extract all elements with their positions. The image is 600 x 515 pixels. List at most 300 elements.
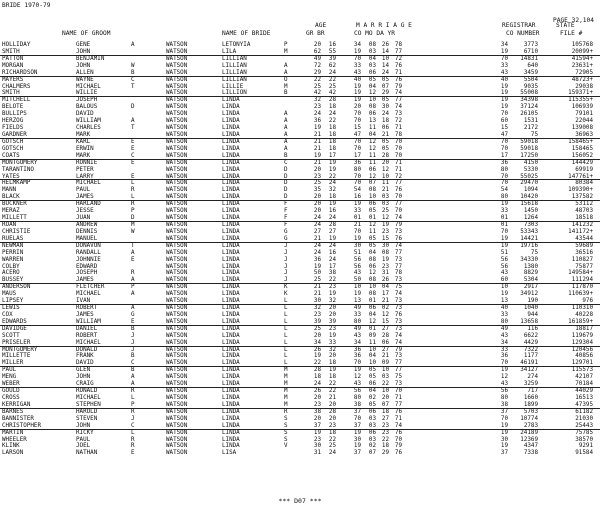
groom-surname-cell: ANDERSON — [2, 284, 31, 291]
bride-age-cell: 39 — [328, 55, 336, 62]
bride-age-cell: 22 — [328, 76, 336, 83]
marriage-day-cell: 18 — [381, 118, 389, 125]
state-file-number-cell: 161859+ — [568, 318, 593, 325]
groom-initial-cell: A — [131, 42, 135, 48]
marriage-month-cell: 03 — [368, 422, 376, 429]
marriage-year-cell: 73 — [394, 298, 402, 305]
state-file-number-cell: 149584+ — [568, 270, 593, 277]
bride-given-cell: LINDA — [222, 152, 240, 159]
bride-age-cell: 19 — [328, 291, 336, 298]
bride-initial-cell: D — [284, 180, 288, 187]
groom-surname-cell: CROSS — [2, 395, 20, 402]
marriage-county-cell: 30 — [353, 242, 361, 249]
marriage-county-cell: 37 — [353, 450, 361, 457]
marriage-county-cell: 10 — [353, 284, 361, 291]
state-file-number-cell: 129701 — [571, 360, 593, 367]
registrar-number-cell: 34330 — [520, 256, 538, 263]
bride-initial-cell: M — [284, 83, 288, 90]
state-file-number-cell: 36963 — [575, 131, 593, 138]
groom-given-cell: WILLIAM — [76, 118, 101, 125]
groom-initial-cell: E — [131, 450, 135, 457]
registrar-number-cell: 6622 — [523, 332, 538, 339]
state-file-number-cell: 111294 — [571, 277, 593, 284]
registrar-number-cell: 5304 — [523, 277, 538, 284]
bride-initial-cell: M — [284, 367, 288, 374]
bride-initial-cell: K — [284, 291, 288, 298]
marriage-month-cell: 08 — [368, 291, 376, 298]
state-file-number-cell: 147761+ — [568, 173, 593, 180]
marriage-year-cell: 76 — [394, 187, 402, 194]
bride-initial-cell: V — [284, 443, 288, 450]
groom-age-cell: 23 — [313, 401, 321, 408]
bride-surname-cell: WATSON — [166, 249, 188, 256]
bride-given-cell: LINDA — [222, 436, 240, 443]
marriage-month-cell: 12 — [368, 90, 376, 97]
marriage-county-cell: 19 — [353, 429, 361, 436]
bride-age-cell: 20 — [328, 311, 336, 318]
bride-initial-cell: O — [284, 76, 288, 83]
state-file-number-cell: 139008 — [571, 125, 593, 132]
bride-surname-cell: WATSON — [166, 388, 188, 395]
registrar-number-cell: 14831 — [520, 55, 538, 62]
bride-age-cell: 23 — [328, 284, 336, 291]
bride-initial-cell: J — [284, 242, 288, 249]
bride-given-cell: LINDA — [222, 111, 240, 118]
groom-surname-cell: COATS — [2, 152, 20, 159]
bride-surname-cell: WATSON — [166, 138, 188, 145]
bride-age-cell: 33 — [328, 339, 336, 346]
marriage-day-cell: 10 — [381, 367, 389, 374]
groom-age-cell: 21 — [313, 235, 321, 242]
state-file-number-cell: 22044 — [575, 118, 593, 125]
bride-surname-cell: WATSON — [166, 118, 188, 125]
bride-age-cell: 20 — [328, 401, 336, 408]
bride-initial-cell: J — [284, 256, 288, 263]
bride-given-cell: LILLIE — [222, 83, 244, 90]
groom-age-cell: 24 — [313, 111, 321, 118]
bride-given-cell: LINDA — [222, 395, 240, 402]
groom-age-cell: 20 — [313, 395, 321, 402]
groom-initial-cell: J — [131, 415, 135, 422]
bride-age-cell: 55 — [328, 48, 336, 55]
marriage-county-cell: 70 — [353, 118, 361, 125]
registrar-county-cell: 15 — [500, 125, 508, 132]
marriage-year-cell: 76 — [394, 76, 402, 83]
groom-age-cell: 25 — [313, 277, 321, 284]
state-file-number-cell: 117870 — [571, 284, 593, 291]
bride-initial-cell: A — [284, 131, 288, 138]
bride-given-cell: LINDA — [222, 422, 240, 429]
bride-age-cell: 22 — [328, 118, 336, 125]
groom-given-cell: MARK — [76, 152, 91, 159]
state-file-number-cell: 59689 — [575, 242, 593, 249]
marriage-year-cell: 79 — [394, 83, 402, 90]
marriage-county-cell: 70 — [353, 138, 361, 145]
marriage-day-cell: 23 — [381, 422, 389, 429]
table-row — [0, 250, 600, 257]
marriage-county-cell: 19 — [353, 83, 361, 90]
registrar-county-cell: 38 — [500, 401, 508, 408]
state-file-number-cell: 115355+ — [568, 97, 593, 104]
groom-given-cell: JOSEPH — [76, 97, 98, 104]
bride-surname-cell: WATSON — [166, 69, 188, 76]
groom-initial-cell: E — [131, 138, 135, 145]
marriage-county-cell: 70 — [353, 145, 361, 152]
groom-age-cell: 42 — [313, 90, 321, 97]
bride-given-cell: LILLIAN — [222, 62, 247, 69]
state-file-number-cell: 9291 — [578, 443, 593, 450]
marriage-month-cell: 03 — [368, 48, 376, 55]
groom-given-cell: EDWARD — [76, 263, 98, 270]
marriage-year-cell: 74 — [394, 339, 402, 346]
registrar-county-cell: 40 — [500, 76, 508, 83]
marriage-county-cell: 56 — [353, 256, 361, 263]
groom-initial-cell: W — [131, 62, 135, 69]
marriage-month-cell: 05 — [368, 76, 376, 83]
registrar-county-cell: 19 — [500, 429, 508, 436]
table-row — [0, 167, 600, 174]
table-row — [0, 264, 600, 271]
bride-given-cell: LINDA — [222, 305, 240, 312]
groom-given-cell: WAYNE — [76, 76, 94, 83]
table-row — [0, 284, 600, 291]
state-file-number-cell: 110827 — [571, 256, 593, 263]
bride-surname-cell: WATSON — [166, 443, 188, 450]
registrar-number-cell: 59018 — [520, 138, 538, 145]
registrar-number-cell: 3773 — [523, 42, 538, 48]
bride-given-cell: LINDA — [222, 332, 240, 339]
registrar-county-cell: 70 — [500, 228, 508, 235]
groom-given-cell: DANIEL — [76, 325, 98, 332]
groom-given-cell: JUAN — [76, 215, 91, 222]
table-row — [0, 132, 600, 139]
groom-given-cell: JAMES — [76, 311, 94, 318]
groom-given-cell: DONAVON — [76, 242, 101, 249]
groom-age-cell: 38 — [313, 408, 321, 415]
bride-surname-cell: WATSON — [166, 145, 188, 152]
registrar-county-cell: 12 — [500, 374, 508, 381]
groom-surname-cell: SMITH — [2, 48, 20, 55]
bride-surname-cell: WATSON — [166, 166, 188, 173]
bride-given-cell: LINDA — [222, 125, 240, 132]
bride-age-cell: 22 — [328, 388, 336, 395]
marriage-year-cell: 75 — [394, 284, 402, 291]
groom-initial-cell: L — [131, 395, 135, 402]
bride-given-cell: LILLIAN — [222, 55, 247, 62]
groom-given-cell: STEPHEN — [76, 401, 101, 408]
marriage-month-cell: 02 — [368, 443, 376, 450]
registrar-number-cell: 1899 — [523, 401, 538, 408]
bride-surname-cell: WATSON — [166, 125, 188, 132]
marriage-year-cell: 76 — [394, 450, 402, 457]
bride-age-cell: 24 — [328, 111, 336, 118]
groom-age-cell: 21 — [313, 291, 321, 298]
groom-initial-cell: B — [131, 69, 135, 76]
registrar-county-cell: 51 — [500, 249, 508, 256]
groom-age-cell: 39 — [313, 318, 321, 325]
marriage-day-cell: 10 — [381, 173, 389, 180]
bride-age-cell: 18 — [328, 360, 336, 367]
groom-given-cell: BALOUS — [76, 104, 98, 111]
registrar-number-cell: 4347 — [523, 443, 538, 450]
groom-initial-cell: D — [131, 215, 135, 222]
bride-surname-cell: WATSON — [166, 194, 188, 201]
bride-surname-cell: WATSON — [166, 291, 188, 298]
marriage-month-cell: 04 — [368, 83, 376, 90]
bride-age-cell: 32 — [328, 298, 336, 305]
groom-age-cell: 20 — [313, 415, 321, 422]
marriage-county-cell: 54 — [353, 187, 361, 194]
registrar-county-cell: 80 — [500, 395, 508, 402]
groom-given-cell: JAMES — [76, 194, 94, 201]
registrar-number-cell: 5504 — [523, 76, 538, 83]
marriage-year-cell: 71 — [394, 395, 402, 402]
groom-given-cell: FLETCHER — [76, 284, 105, 291]
groom-initial-cell: W — [131, 228, 135, 235]
registrar-number-cell: 46191 — [520, 360, 538, 367]
groom-surname-cell: MORGAN — [2, 62, 24, 69]
groom-initial-cell: R — [131, 443, 135, 450]
state-file-number-cell: 120456 — [571, 346, 593, 353]
bride-age-cell: 20 — [328, 415, 336, 422]
registrar-county-cell: 80 — [500, 318, 508, 325]
bride-age-cell: 22 — [328, 436, 336, 443]
bride-initial-cell: L — [284, 311, 288, 318]
groom-surname-cell: BARNES — [2, 408, 24, 415]
marriage-day-cell: 10 — [381, 388, 389, 395]
groom-age-cell: 36 — [313, 118, 321, 125]
registrar-number-cell: 53343 — [520, 228, 538, 235]
marriage-county-cell: 36 — [353, 159, 361, 166]
groom-surname-cell: ROAN — [2, 221, 17, 228]
bride-initial-cell: L — [284, 346, 288, 353]
groom-age-cell: 23 — [313, 173, 321, 180]
bride-given-cell: LINDA — [222, 298, 240, 305]
state-file-number-cell: 40228 — [575, 311, 593, 318]
bride-surname-cell: WATSON — [166, 215, 188, 222]
groom-surname-cell: ACERO — [2, 270, 20, 277]
bride-given-cell: LINDA — [222, 159, 240, 166]
marriage-year-cell: 71 — [394, 159, 402, 166]
bride-surname-cell: WATSON — [166, 111, 188, 118]
bride-age-cell: 19 — [328, 201, 336, 208]
bride-initial-cell: R — [284, 408, 288, 415]
registrar-county-cell: 80 — [500, 194, 508, 201]
bride-initial-cell: A — [284, 125, 288, 132]
groom-initial-cell: J — [131, 339, 135, 346]
registrar-number-cell: 4150 — [523, 159, 538, 166]
bride-surname-cell: WATSON — [166, 263, 188, 270]
groom-given-cell: STEVEN — [76, 415, 98, 422]
state-file-number-cell: 156052 — [571, 152, 593, 159]
groom-given-cell: HAROLD — [76, 408, 98, 415]
registrar-county-cell: 36 — [500, 353, 508, 360]
marriage-day-cell: 17 — [381, 291, 389, 298]
marriage-day-cell: 22 — [381, 381, 389, 388]
groom-initial-cell: R — [131, 436, 135, 443]
marriage-month-cell: 05 — [368, 401, 376, 408]
marriage-month-cell: 06 — [368, 166, 376, 173]
bride-surname-cell: WATSON — [166, 450, 188, 457]
marriage-day-cell: 28 — [381, 152, 389, 159]
groom-age-cell: 20 — [313, 201, 321, 208]
bride-surname-cell: WATSON — [166, 221, 188, 228]
registrar-number-cell: 1264 — [523, 215, 538, 222]
bride-initial-cell: B — [284, 90, 288, 97]
marriage-day-cell: 26 — [381, 42, 389, 48]
bride-surname-cell: WATSON — [166, 270, 188, 277]
table-row — [0, 416, 600, 423]
registrar-county-cell: 01 — [500, 215, 508, 222]
groom-given-cell: MICHAEL — [76, 339, 101, 346]
groom-initial-cell: B — [131, 353, 135, 360]
groom-age-cell: 25 — [313, 325, 321, 332]
table-row — [0, 450, 600, 457]
state-file-number-cell: 129304 — [571, 339, 593, 346]
groom-age-cell: 24 — [313, 242, 321, 249]
bride-given-cell: LINDA — [222, 208, 240, 215]
groom-initial-cell: L — [131, 194, 135, 201]
marriage-year-cell: 76 — [394, 62, 402, 69]
marriage-month-cell: 04 — [368, 353, 376, 360]
marriage-month-cell: 04 — [368, 311, 376, 318]
marriage-county-cell: 80 — [353, 395, 361, 402]
bride-initial-cell: M — [284, 395, 288, 402]
bride-age-cell: 28 — [328, 408, 336, 415]
groom-initial-cell: P — [131, 284, 135, 291]
state-file-number-cell: 110639+ — [568, 291, 593, 298]
marriage-county-cell: 56 — [353, 263, 361, 270]
bride-given-cell: LINDA — [222, 443, 240, 450]
state-file-number-cell: 18518 — [575, 215, 593, 222]
registrar-number-cell: 2917 — [523, 284, 538, 291]
marriage-county-cell: 50 — [353, 277, 361, 284]
marriage-month-cell: 12 — [368, 270, 376, 277]
bride-initial-cell: F — [284, 215, 288, 222]
registrar-number-cell: 1094 — [523, 187, 538, 194]
groom-age-cell: 26 — [313, 388, 321, 395]
bride-age-cell: 22 — [328, 173, 336, 180]
groom-age-cell: 19 — [313, 353, 321, 360]
marriage-county-cell: 49 — [353, 325, 361, 332]
registrar-county-cell: 37 — [500, 450, 508, 457]
page-footer: *** D07 *** — [278, 497, 322, 505]
table-row — [0, 194, 600, 201]
bride-surname-cell: WATSON — [166, 131, 188, 138]
groom-age-cell: 34 — [313, 339, 321, 346]
groom-age-cell: 25 — [313, 180, 321, 187]
groom-initial-cell: P — [131, 208, 135, 215]
groom-surname-cell: BANNISTER — [2, 415, 34, 422]
groom-surname-cell: HELMKAMP — [2, 180, 31, 187]
marriage-day-cell: 23 — [381, 263, 389, 270]
groom-given-cell: LARRY — [76, 173, 94, 180]
groom-given-cell: RANDALL — [76, 249, 101, 256]
bride-given-cell: LINDA — [222, 145, 240, 152]
groom-surname-cell: FIELDS — [2, 125, 24, 132]
bride-surname-cell: WATSON — [166, 42, 188, 48]
marriage-day-cell: 06 — [381, 125, 389, 132]
bride-initial-cell: M — [284, 401, 288, 408]
groom-age-cell: 22 — [313, 76, 321, 83]
bride-age-cell: 16 — [328, 249, 336, 256]
groom-initial-cell: C — [131, 422, 135, 429]
marriage-month-cell: 03 — [368, 436, 376, 443]
state-file-number-cell: 16513 — [575, 395, 593, 402]
marriage-day-cell: 25 — [381, 208, 389, 215]
groom-given-cell: NATHAN — [76, 450, 98, 457]
registrar-county-cell: 70 — [500, 55, 508, 62]
bride-initial-cell: F — [284, 221, 288, 228]
bride-given-cell: LINDA — [222, 311, 240, 318]
groom-given-cell: WILLIE — [76, 90, 98, 97]
bride-initial-cell: S — [284, 422, 288, 429]
marriage-year-cell: 71 — [394, 125, 402, 132]
bride-surname-cell: WATSON — [166, 318, 188, 325]
groom-age-cell: 37 — [313, 422, 321, 429]
registrar-county-cell: 43 — [500, 270, 508, 277]
groom-given-cell: ERWIN — [76, 145, 94, 152]
groom-surname-cell: MONTGOMERY — [2, 159, 38, 166]
marriage-year-cell: 77 — [394, 97, 402, 104]
marriage-day-cell: 30 — [381, 242, 389, 249]
table-row — [0, 208, 600, 215]
marriage-day-cell: 19 — [381, 221, 389, 228]
marriage-day-cell: 07 — [381, 83, 389, 90]
marriage-year-cell: 71 — [394, 69, 402, 76]
marriage-year-cell: 71 — [394, 166, 402, 173]
bride-column-header: NAME OF BRIDE — [222, 30, 271, 37]
bride-surname-cell: WATSON — [166, 235, 188, 242]
state-file-number-cell: 75785 — [575, 429, 593, 436]
bride-initial-cell: D — [284, 173, 288, 180]
bride-age-cell: 20 — [328, 353, 336, 360]
bride-given-cell: LINDA — [222, 401, 240, 408]
marriage-day-cell: 29 — [381, 450, 389, 457]
marriage-year-cell: 72 — [394, 55, 402, 62]
marriage-month-cell: 10 — [368, 284, 376, 291]
groom-initial-cell: C — [131, 76, 135, 83]
table-row — [0, 42, 600, 49]
marriage-county-cell: 20 — [353, 104, 361, 111]
groom-initial-cell: M — [131, 221, 135, 228]
marriage-month-cell: 12 — [368, 138, 376, 145]
groom-surname-cell: CHALMERS — [2, 83, 31, 90]
marriage-month-cell: 08 — [368, 256, 376, 263]
registrar-subheader: CO NUMBER — [506, 30, 540, 37]
groom-surname-cell: SMITH — [2, 90, 20, 97]
groom-age-cell: 24 — [313, 215, 321, 222]
marriage-day-cell: 08 — [381, 249, 389, 256]
groom-initial-cell: R — [131, 388, 135, 395]
groom-age-cell: 21 — [313, 131, 321, 138]
marriage-year-cell: 78 — [394, 131, 402, 138]
marriage-county-cell: 33 — [353, 62, 361, 69]
marriage-year-cell: 72 — [394, 173, 402, 180]
registrar-county-cell: 19 — [500, 291, 508, 298]
marriage-county-cell: 33 — [353, 311, 361, 318]
registrar-county-cell: 19 — [500, 443, 508, 450]
groom-given-cell: CHARLES — [76, 125, 101, 132]
groom-surname-cell: NEWMAN — [2, 242, 24, 249]
marriage-month-cell: 04 — [368, 249, 376, 256]
marriage-county-cell: 33 — [353, 208, 361, 215]
bride-age-cell: 18 — [328, 374, 336, 381]
groom-initial-cell: A — [131, 277, 135, 284]
marriage-county-cell: 70 — [353, 180, 361, 187]
bride-surname-cell: WATSON — [166, 381, 188, 388]
bride-surname-cell: WATSON — [166, 173, 188, 180]
